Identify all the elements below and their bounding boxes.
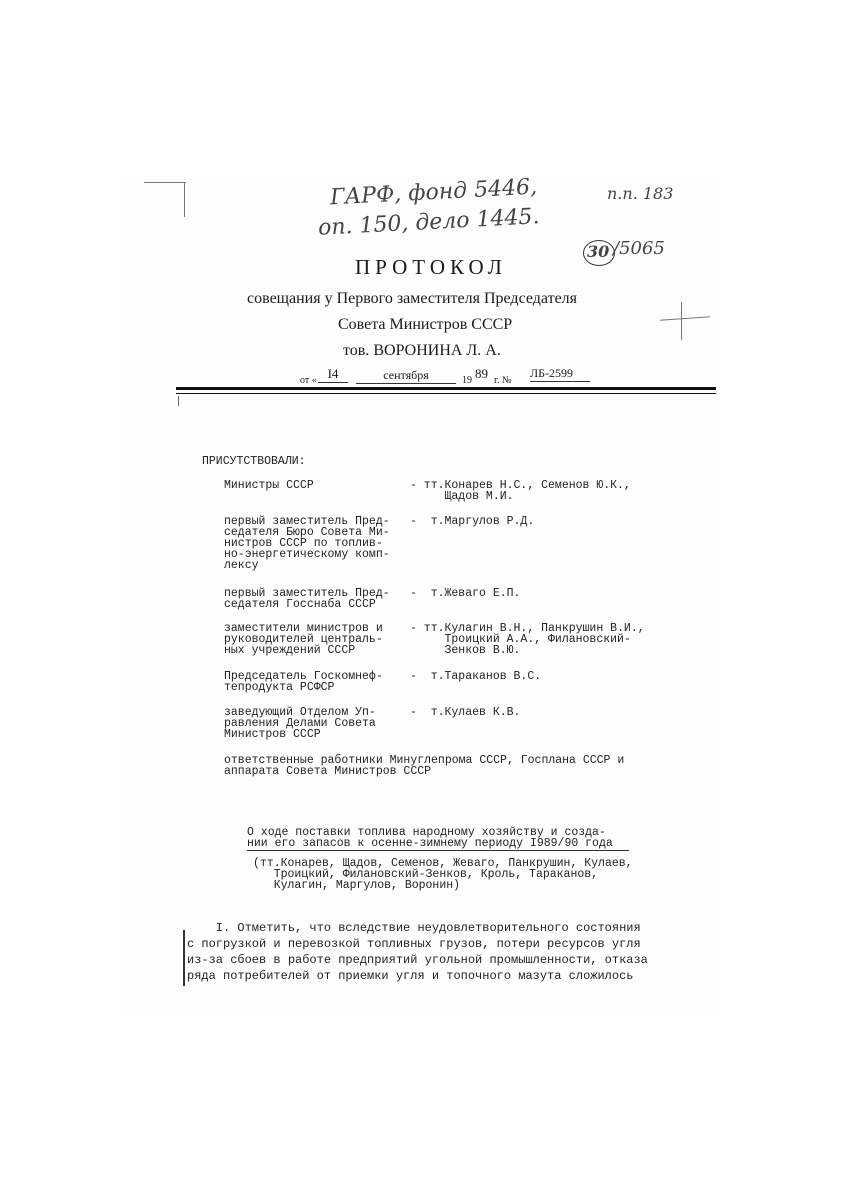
- corner-mark: [184, 182, 185, 217]
- stamp-number: 30: [587, 242, 610, 261]
- document-number: ЛБ-2599: [530, 366, 590, 382]
- number-prefix: г. №: [494, 375, 512, 386]
- attendee-role: Председатель Госкомнеф- тепродукта РСФСР: [224, 670, 383, 694]
- page-title: ПРОТОКОЛ: [355, 255, 507, 279]
- stamp-suffix: /5065: [613, 238, 665, 259]
- header-line3: тов. ВОРОНИНА Л. А.: [343, 342, 501, 359]
- archive-note-line1: ГАРФ, фонд 5446,: [329, 174, 538, 211]
- attendee-names: - т.Кулаев К.В.: [410, 706, 521, 719]
- attendee-role: первый заместитель Пред- седателя Бюро Совета Ми- нистров СССР по топлив- но-энергетическому комп- лексу: [224, 515, 390, 572]
- agenda-speakers: (тт.Конарев, Щадов, Семенов, Жеваго, Панкрушин, Кулаев, Троицкий, Филановский-Зенков, Кроль, Тараканов, Кулагин, Маргулов, Воронин): [253, 857, 633, 892]
- archive-note-line2: оп. 150, дело 1445.: [317, 204, 541, 241]
- header-line2: Совета Министров СССР: [338, 316, 513, 333]
- attendee-names: - т.Маргулов Р.Д.: [410, 515, 535, 528]
- attendee-role: Министры СССР: [224, 479, 314, 492]
- body-paragraph: I. Отметить, что вследствие неудовлетворительного состояния с погрузкой и перевозкой топливных грузов, потери ресурсов угля из-за сбоев в работе предприятий угольной промышленности, отказа ряда потребителей от приемки угля и топочного мазута сложилось: [187, 921, 648, 983]
- agenda-topic: О ходе поставки топлива народному хозяйству и созда- нии его запасов к осенне-зимнему периоду I989/90 года: [247, 826, 613, 850]
- date-day: I4: [318, 366, 348, 383]
- date-year: 89: [475, 366, 488, 381]
- date-prefix: от «: [300, 375, 317, 386]
- attendee-role: заместители министров и руководителей централь- ных учреждений СССР: [224, 622, 383, 657]
- margin-bar: [183, 930, 185, 986]
- attendee-names: - т.Жеваго Е.П.: [410, 587, 521, 600]
- attendees-heading: ПРИСУТСТВОВАЛИ:: [202, 455, 306, 468]
- attendee-role: заведующий Отделом Уп- равления Делами Совета Министров СССР: [224, 706, 376, 741]
- corner-mark: [144, 182, 186, 183]
- attendee-names: - тт.Конарев Н.С., Семенов Ю.К., Щадов М.И.: [410, 479, 631, 503]
- cross-mark: [681, 302, 682, 340]
- archive-note-right: п.п. 183: [607, 184, 674, 203]
- attendees-others: ответственные работники Минуглепрома СССР, Госплана СССР и аппарата Совета Министров СССР: [224, 754, 625, 778]
- header-line1: совещания у Первого заместителя Председателя: [247, 290, 578, 307]
- agenda-topic-underline: [247, 850, 629, 851]
- header-divider-thin: [176, 393, 716, 394]
- date-year-prefix: 19: [462, 375, 472, 386]
- date-month: сентября: [356, 368, 456, 384]
- margin-tick: [178, 396, 179, 406]
- attendee-role: первый заместитель Пред- седателя Госснаба СССР: [224, 587, 390, 611]
- attendee-names: - тт.Кулагин В.Н., Панкрушин В.И., Троицкий А.А., Филановский- Зенков В.Ю.: [410, 622, 645, 657]
- header-divider-thick: [176, 387, 716, 390]
- attendee-names: - т.Тараканов В.С.: [410, 670, 542, 683]
